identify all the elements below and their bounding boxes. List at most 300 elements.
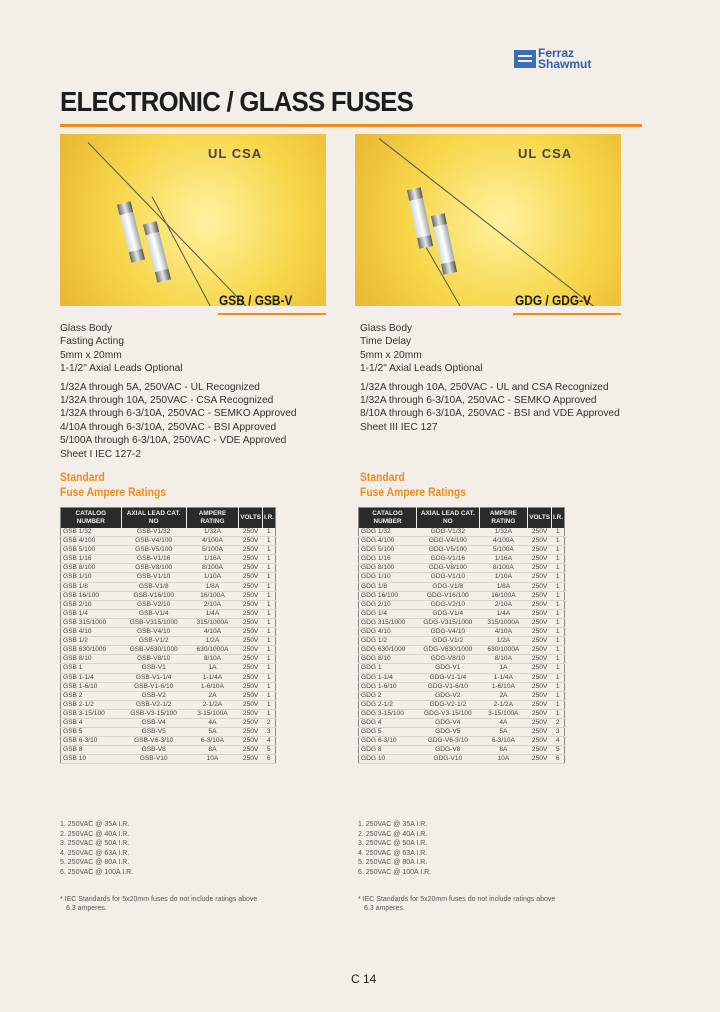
table-cell: 5 [552, 746, 565, 755]
table-cell: 250V [239, 664, 263, 673]
spec-line: 1/32A through 5A, 250VAC - UL Recognized [60, 381, 260, 393]
table-cell: 1 [263, 555, 276, 564]
label-rule [218, 313, 326, 315]
table-cell: 315/1000A [186, 618, 238, 627]
spec-line: 1/32A through 10A, 250VAC - CSA Recognized [60, 395, 274, 407]
gsb-label: GSB / GSB-V [219, 292, 293, 308]
col-header: VOLTS [239, 508, 263, 529]
table-cell: 1 [263, 537, 276, 546]
table-cell: GSB-V1-6/10 [121, 682, 186, 691]
table-cell: GDG-V8/100 [417, 564, 480, 573]
table-cell: GDG-V1 [417, 664, 480, 673]
table-cell: GDG-V4/100 [417, 537, 480, 546]
table-cell: 1 [552, 591, 565, 600]
table-cell: GSB 6-3/10 [61, 737, 122, 746]
table-cell: 1/2A [186, 637, 238, 646]
table-cell: 1/10A [479, 573, 528, 582]
table-row [61, 728, 276, 737]
desc-line: Time Delay [360, 336, 412, 348]
table-cell: 250V [239, 528, 263, 537]
table-row [61, 682, 276, 691]
table-row [359, 673, 565, 682]
table-cell: 1/16A [479, 555, 528, 564]
table-cell: 250V [239, 673, 263, 682]
table-cell: GDG-V10 [417, 755, 480, 764]
gsb-subheading: Standard Fuse Ampere Ratings [60, 472, 167, 499]
table-row [61, 555, 276, 564]
table-cell: 250V [528, 646, 552, 655]
table-cell: GSB 1/10 [61, 573, 122, 582]
table-cell: 8/100A [186, 564, 238, 573]
table-cell: 2A [479, 691, 528, 700]
table-cell: 10A [186, 755, 238, 764]
table-cell: 1 [552, 564, 565, 573]
table-cell: 1 [552, 582, 565, 591]
spec-line: 1/32A through 6-3/10A, 250VAC - SEMKO Approved [360, 395, 597, 407]
table-cell: 1 [263, 709, 276, 718]
table-cell: 250V [528, 600, 552, 609]
table-row [359, 573, 565, 582]
table-cell: 1 [552, 609, 565, 618]
desc-line: 5mm x 20mm [60, 349, 122, 361]
table-cell: GDG 1/2 [359, 637, 417, 646]
brand-line1: Ferraz [538, 46, 575, 60]
table-cell: 2/10A [479, 600, 528, 609]
table-cell: 250V [528, 537, 552, 546]
table-cell: GDG 5 [359, 728, 417, 737]
table-row [61, 655, 276, 664]
table-cell: GSB-V8 [121, 746, 186, 755]
table-cell: 3-15/100A [186, 709, 238, 718]
table-row [359, 637, 565, 646]
spec-line: Sheet I IEC 127-2 [60, 448, 141, 460]
table-cell: 1 [552, 573, 565, 582]
table-cell: GSB 4/10 [61, 628, 122, 637]
table-cell: 1 [552, 628, 565, 637]
table-cell: GDG-V1/10 [417, 573, 480, 582]
brand-line2: Shawmut [538, 57, 592, 71]
table-row [359, 582, 565, 591]
table-cell: GDG 2/10 [359, 600, 417, 609]
table-cell: 250V [528, 546, 552, 555]
table-row [61, 637, 276, 646]
spec-line: 8/10A through 6-3/10A, 250VAC - BSI and VDE Approved [360, 408, 620, 420]
table-cell: 250V [239, 591, 263, 600]
table-cell: GDG-V1-6/10 [417, 682, 480, 691]
table-cell: GDG 5/100 [359, 546, 417, 555]
table-cell: 1 [552, 673, 565, 682]
spec-line: 1/32A through 10A, 250VAC - UL and CSA Recognized [360, 381, 609, 393]
table-cell: GSB 1-6/10 [61, 682, 122, 691]
table-row [359, 664, 565, 673]
table-cell: GSB-V16/100 [121, 591, 186, 600]
table-cell: GDG 1/8 [359, 582, 417, 591]
table-cell: GSB-V1/8 [121, 582, 186, 591]
gdg-ir-notes: 1. 250VAC @ 35A I.R. 2. 250VAC @ 40A I.R. 3. 250VAC @ 50A I.R. 4. 250VAC @ 63A I.R. 5. 250VAC @ 80A I.R. 6. 250VAC @ 100A I.R. [358, 821, 432, 876]
table-cell: 1 [552, 700, 565, 709]
table-cell: 250V [239, 609, 263, 618]
table-cell: 4/100A [479, 537, 528, 546]
table-cell: 1 [552, 682, 565, 691]
table-cell: GSB 3-15/100 [61, 709, 122, 718]
col-header: CATALOG NUMBER [61, 508, 122, 529]
table-cell: GDG 4 [359, 718, 417, 727]
table-cell: 250V [528, 664, 552, 673]
table-cell: GDG 4/100 [359, 537, 417, 546]
table-cell: GDG-V315/1000 [417, 618, 480, 627]
table-cell: 250V [528, 528, 552, 537]
table-cell: 250V [239, 728, 263, 737]
page-number: C 14 [351, 972, 377, 986]
table-cell: 315/1000A [479, 618, 528, 627]
table-cell: 1 [263, 682, 276, 691]
table-cell: 2-1/2A [186, 700, 238, 709]
fuse-image [431, 213, 457, 275]
brand-logo [514, 48, 642, 70]
table-cell: 250V [528, 682, 552, 691]
table-cell: GSB 4 [61, 718, 122, 727]
table-cell: 8A [479, 746, 528, 755]
table-cell: 4A [186, 718, 238, 727]
table-cell: GDG-V8/10 [417, 655, 480, 664]
lead-wire [88, 142, 297, 306]
table-cell: 8A [186, 746, 238, 755]
table-cell: GDG-V4 [417, 718, 480, 727]
table-cell: 1/16A [186, 555, 238, 564]
table-row [359, 700, 565, 709]
spec-line: 1/32A through 6-3/10A, 250VAC - SEMKO Approved [60, 408, 297, 420]
table-cell: 4/10A [186, 628, 238, 637]
table-row [359, 528, 565, 537]
table-cell: GSB 1-1/4 [61, 673, 122, 682]
table-cell: 1-6/10A [186, 682, 238, 691]
table-cell: GSB 16/100 [61, 591, 122, 600]
table-cell: 250V [528, 609, 552, 618]
table-cell: GSB 2-1/2 [61, 700, 122, 709]
table-cell: 250V [528, 755, 552, 764]
table-cell: GDG-V5 [417, 728, 480, 737]
table-row [61, 582, 276, 591]
gsb-product-photo [60, 134, 326, 306]
table-row [61, 600, 276, 609]
gsb-ratings-table [60, 507, 276, 764]
table-cell: GDG 2-1/2 [359, 700, 417, 709]
table-cell: 250V [528, 618, 552, 627]
table-cell: GSB-V10 [121, 755, 186, 764]
table-cell: 2/10A [186, 600, 238, 609]
table-cell: 1 [552, 618, 565, 627]
label-rule [513, 313, 621, 315]
spec-line: 4/10A through 6-3/10A, 250VAC - BSI Approved [60, 421, 277, 433]
table-cell: 250V [239, 564, 263, 573]
table-row [61, 528, 276, 537]
table-cell: GDG 1/4 [359, 609, 417, 618]
table-cell: GSB-V2 [121, 691, 186, 700]
table-cell: GDG-V1/4 [417, 609, 480, 618]
table-cell: 1-1/4A [479, 673, 528, 682]
table-row [61, 591, 276, 600]
table-cell: 250V [239, 537, 263, 546]
gdg-subheading: Standard Fuse Ampere Ratings [360, 472, 467, 499]
table-cell: 5A [479, 728, 528, 737]
table-row [61, 673, 276, 682]
table-cell: 1 [552, 637, 565, 646]
gsb-description [60, 322, 297, 461]
table-cell: GSB-V8/10 [121, 655, 186, 664]
table-cell: 6-3/10A [479, 737, 528, 746]
spec-line: 5/100A through 6-3/10A, 250VAC - VDE Approved [60, 435, 287, 447]
table-cell: 250V [239, 655, 263, 664]
table-cell: GSB 1/16 [61, 555, 122, 564]
table-cell: GSB 8 [61, 746, 122, 755]
table-cell: GDG 3-15/100 [359, 709, 417, 718]
table-row [61, 628, 276, 637]
table-cell: GDG 2 [359, 691, 417, 700]
table-cell: 1 [552, 664, 565, 673]
table-cell: 1-6/10A [479, 682, 528, 691]
table-cell: 3-15/100A [479, 709, 528, 718]
table-cell: GDG 6-3/10 [359, 737, 417, 746]
table-row [61, 746, 276, 755]
gsb-footnote: * IEC Standards for 5x20mm fuses do not include ratings above 6.3 amperes. [60, 896, 258, 912]
table-cell: 1 [552, 655, 565, 664]
table-cell: 1 [263, 628, 276, 637]
table-cell: GDG 8 [359, 746, 417, 755]
table-cell: GDG 1/32 [359, 528, 417, 537]
table-cell: 250V [239, 573, 263, 582]
table-cell: 250V [239, 546, 263, 555]
table-row [61, 537, 276, 546]
table-row [359, 564, 565, 573]
table-row [359, 655, 565, 664]
table-cell: GDG 630/1000 [359, 646, 417, 655]
table-cell: 1 [263, 582, 276, 591]
desc-line: Glass Body [360, 323, 413, 334]
table-cell: 1 [263, 637, 276, 646]
table-cell: GDG-V5/100 [417, 546, 480, 555]
table-cell: 1 [263, 546, 276, 555]
table-cell: 10A [479, 755, 528, 764]
table-cell: GSB 315/1000 [61, 618, 122, 627]
table-row [61, 564, 276, 573]
table-cell: GDG-V16/100 [417, 591, 480, 600]
table-cell: GSB 1/2 [61, 637, 122, 646]
table-row [359, 646, 565, 655]
table-cell: 250V [528, 591, 552, 600]
table-cell: 1/2A [479, 637, 528, 646]
col-header: I.R. [263, 508, 276, 529]
table-cell: 250V [528, 691, 552, 700]
table-cell: 1 [552, 537, 565, 546]
table-cell: 1 [552, 709, 565, 718]
table-cell: 250V [528, 628, 552, 637]
table-row [61, 664, 276, 673]
col-header: AMPERE RATING [186, 508, 238, 529]
table-cell: 250V [239, 600, 263, 609]
table-row [359, 555, 565, 564]
table-row [359, 628, 565, 637]
table-cell: 250V [239, 582, 263, 591]
table-cell: GSB-V6-3/10 [121, 737, 186, 746]
table-row [359, 618, 565, 627]
table-cell: 630/1000A [186, 646, 238, 655]
desc-line: Glass Body [60, 323, 113, 334]
table-cell: 250V [239, 618, 263, 627]
table-cell: 2-1/2A [479, 700, 528, 709]
table-cell: 250V [528, 746, 552, 755]
table-cell: 1 [263, 673, 276, 682]
table-cell: 250V [239, 709, 263, 718]
table-cell: GSB 5/100 [61, 546, 122, 555]
table-cell: 1 [263, 573, 276, 582]
table-cell: 250V [528, 655, 552, 664]
table-cell: 1 [263, 700, 276, 709]
table-cell: GSB-V1/10 [121, 573, 186, 582]
table-cell: GDG 315/1000 [359, 618, 417, 627]
gdg-product-photo [355, 134, 621, 306]
table-cell: 4/10A [479, 628, 528, 637]
table-cell: GDG-V6-3/10 [417, 737, 480, 746]
table-cell: 1 [263, 646, 276, 655]
page-title: ELECTRONIC / GLASS FUSES [60, 86, 414, 117]
table-cell: GDG 1/10 [359, 573, 417, 582]
table-cell: 1 [263, 691, 276, 700]
table-cell: 250V [239, 637, 263, 646]
table-row [61, 691, 276, 700]
table-cell: GDG-V8 [417, 746, 480, 755]
table-cell: GSB-V3-15/100 [121, 709, 186, 718]
table-cell: 1/10A [186, 573, 238, 582]
table-cell: GSB-V1/32 [121, 528, 186, 537]
table-cell: 4 [263, 737, 276, 746]
table-row [359, 537, 565, 546]
table-cell: 250V [528, 673, 552, 682]
table-cell: GSB 10 [61, 755, 122, 764]
table-cell: 250V [239, 555, 263, 564]
table-cell: GSB 2 [61, 691, 122, 700]
table-row [359, 600, 565, 609]
table-cell: GSB 2/10 [61, 600, 122, 609]
table-cell: 4 [552, 737, 565, 746]
table-cell: GSB-V2-1/2 [121, 700, 186, 709]
desc-line: Fasting Acting [60, 336, 124, 348]
table-cell: GSB-V630/1000 [121, 646, 186, 655]
table-cell: GDG-V3-15/100 [417, 709, 480, 718]
table-row [61, 718, 276, 727]
table-cell: 1 [552, 600, 565, 609]
table-cell: 250V [239, 691, 263, 700]
table-cell: 250V [528, 573, 552, 582]
table-cell: GDG 8/100 [359, 564, 417, 573]
table-cell: GDG 1-6/10 [359, 682, 417, 691]
table-cell: GSB-V1/4 [121, 609, 186, 618]
table-cell: 6-3/10A [186, 737, 238, 746]
table-cell: GDG-V2/10 [417, 600, 480, 609]
table-cell: 1 [263, 600, 276, 609]
table-cell: GSB-V315/1000 [121, 618, 186, 627]
table-cell: 630/1000A [479, 646, 528, 655]
table-cell: GDG-V1-1/4 [417, 673, 480, 682]
table-cell: 250V [528, 582, 552, 591]
table-cell: 4A [479, 718, 528, 727]
table-cell: 1 [552, 528, 565, 537]
table-cell: 1/32A [479, 528, 528, 537]
fuse-image [407, 187, 433, 249]
table-cell: GSB 5 [61, 728, 122, 737]
table-cell: GSB-V1 [121, 664, 186, 673]
table-cell: GDG-V2 [417, 691, 480, 700]
table-cell: 8/100A [479, 564, 528, 573]
table-cell: 250V [239, 646, 263, 655]
table-row [359, 746, 565, 755]
table-cell: 1/4A [186, 609, 238, 618]
table-cell: GSB-V5 [121, 728, 186, 737]
table-cell: 1A [479, 664, 528, 673]
table-row [359, 709, 565, 718]
table-cell: GDG 10 [359, 755, 417, 764]
table-cell: 250V [239, 746, 263, 755]
table-cell: 250V [528, 564, 552, 573]
table-cell: GSB-V1-1/4 [121, 673, 186, 682]
col-header: VOLTS [528, 508, 552, 529]
table-cell: 3 [552, 728, 565, 737]
desc-line: 5mm x 20mm [360, 349, 422, 361]
col-header: CATALOG NUMBER [359, 508, 417, 529]
table-cell: GDG-V2-1/2 [417, 700, 480, 709]
table-cell: 250V [528, 700, 552, 709]
table-cell: 2 [263, 718, 276, 727]
table-cell: GDG 16/100 [359, 591, 417, 600]
ul-csa-mark: UL CSA [518, 146, 573, 161]
table-cell: GSB-V4/10 [121, 628, 186, 637]
table-cell: 1 [263, 655, 276, 664]
table-cell: 1 [263, 664, 276, 673]
table-cell: 6 [552, 755, 565, 764]
col-header: AXIAL LEAD CAT. NO [417, 508, 480, 529]
col-header: AMPERE RATING [479, 508, 528, 529]
table-cell: 1 [552, 546, 565, 555]
gsb-ir-notes: 1. 250VAC @ 35A I.R. 2. 250VAC @ 40A I.R. 3. 250VAC @ 50A I.R. 4. 250VAC @ 63A I.R. 5. 250VAC @ 80A I.R. 6. 250VAC @ 100A I.R. [60, 821, 134, 876]
table-cell: 250V [239, 737, 263, 746]
table-cell: GDG-V1/32 [417, 528, 480, 537]
table-cell: GSB 4/100 [61, 537, 122, 546]
table-cell: 1-1/4A [186, 673, 238, 682]
table-row [61, 546, 276, 555]
table-cell: GSB-V4/100 [121, 537, 186, 546]
table-cell: 1 [552, 691, 565, 700]
table-cell: 250V [239, 700, 263, 709]
table-cell: GDG 4/10 [359, 628, 417, 637]
table-cell: 250V [239, 682, 263, 691]
desc-line: 1-1/2" Axial Leads Optional [60, 363, 183, 375]
table-cell: 1/8A [479, 582, 528, 591]
table-row [359, 682, 565, 691]
table-cell: GDG-V630/1000 [417, 646, 480, 655]
table-cell: 250V [239, 755, 263, 764]
table-cell: 3 [263, 728, 276, 737]
title-rule [60, 124, 642, 127]
table-cell: GDG-V4/10 [417, 628, 480, 637]
table-row [359, 546, 565, 555]
table-cell: GDG-V1/16 [417, 555, 480, 564]
table-row [61, 618, 276, 627]
table-row [61, 646, 276, 655]
table-cell: GSB 1/4 [61, 609, 122, 618]
table-cell: 16/100A [186, 591, 238, 600]
table-cell: 5/100A [186, 546, 238, 555]
table-cell: 1A [186, 664, 238, 673]
table-row [359, 609, 565, 618]
